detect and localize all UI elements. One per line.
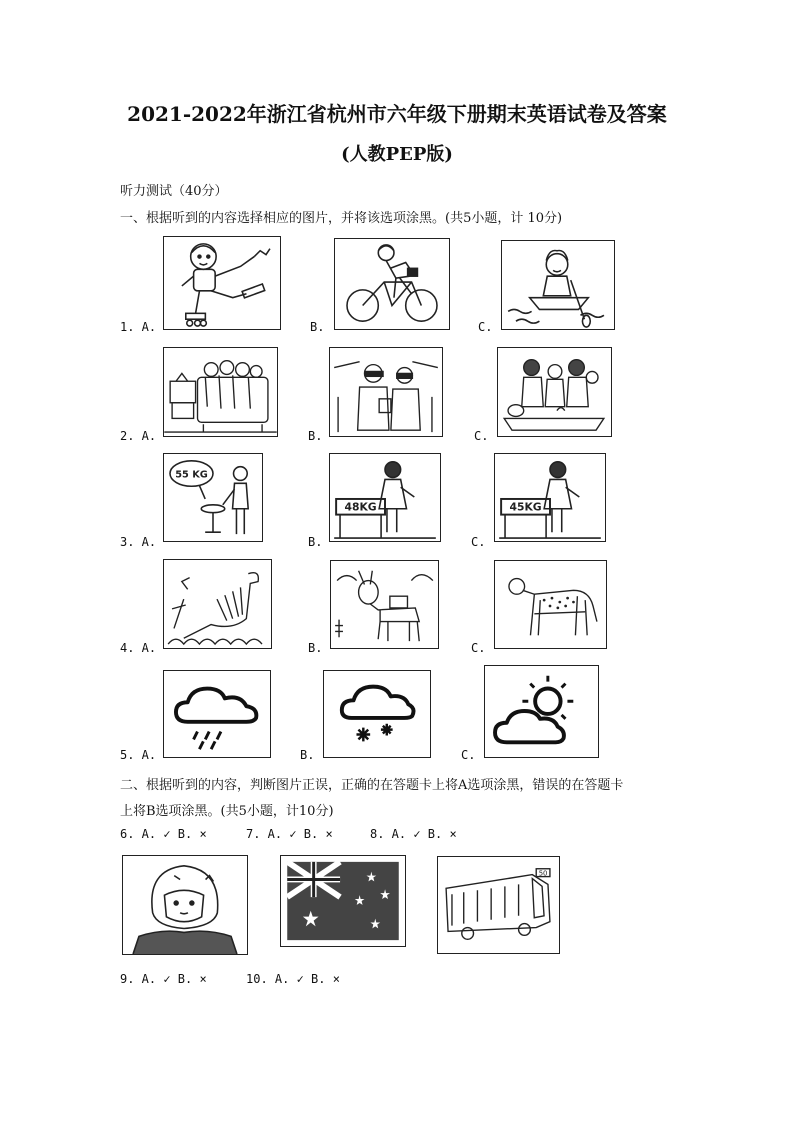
option-2c-label: C. [474, 429, 489, 443]
picture-3a-scale [163, 453, 263, 542]
sign-45kg: 45KG [509, 500, 542, 514]
option-2b-label: B. [308, 429, 323, 443]
section-heading: 听力测试（40分） [120, 184, 228, 199]
question-4-label: 4. A. [120, 641, 157, 655]
picture-3b-girl-48kg [329, 453, 441, 542]
judge-9: 9. A. ✓ B. × [120, 972, 207, 986]
option-1c-label: C. [478, 320, 493, 334]
option-3b-label: B. [308, 535, 323, 549]
judge-6: 6. A. ✓ B. × [120, 827, 207, 841]
picture-5b-snowy [323, 670, 431, 758]
picture-8-bus [437, 856, 560, 954]
picture-6-astronaut [122, 855, 248, 955]
picture-2c-picnic [497, 347, 612, 437]
bus-number: 50 [538, 869, 548, 878]
scale-reading: 55 KG [175, 469, 208, 481]
picture-3c-girl-45kg [494, 453, 606, 542]
picture-1a-rollerskating [163, 236, 281, 330]
question-5-label: 5. A. [120, 748, 157, 762]
picture-4b-donkey [330, 560, 439, 649]
option-5b-label: B. [300, 748, 315, 762]
option-5c-label: C. [461, 748, 476, 762]
picture-4c-cheetah [494, 560, 607, 649]
sign-48kg: 48KG [344, 500, 377, 514]
judge-8: 8. A. ✓ B. × [370, 827, 457, 841]
judge-10: 10. A. ✓ B. × [246, 972, 340, 986]
question-3-label: 3. A. [120, 535, 157, 549]
judge-7: 7. A. ✓ B. × [246, 827, 333, 841]
picture-2b-cinema [329, 347, 443, 437]
part2-instructions-line1: 二、根据听到的内容，判断图片正误，正确的在答题卡上将A选项涂黑，错误的在答题卡 [120, 778, 624, 793]
question-2-label: 2. A. [120, 429, 157, 443]
option-1b-label: B. [310, 320, 325, 334]
option-3c-label: C. [471, 535, 486, 549]
picture-1b-cycling [334, 238, 450, 330]
part1-instructions: 一、根据听到的内容选择相应的图片，并将该选项涂黑。(共5小题，计 10分) [120, 211, 563, 226]
picture-7-australia-flag [280, 855, 406, 947]
document-subtitle: (人教PEP版) [341, 144, 453, 165]
option-4b-label: B. [308, 641, 323, 655]
picture-1c-boating [501, 240, 615, 330]
part2-instructions-line2: 上将B选项涂黑。(共5小题，计10分) [120, 804, 334, 819]
picture-5c-partly-cloudy [484, 665, 599, 758]
picture-4a-dinosaur [163, 559, 272, 649]
option-4c-label: C. [471, 641, 486, 655]
question-1-label: 1. A. [120, 320, 157, 334]
picture-5a-rainy [163, 670, 271, 758]
picture-2a-watching-tv [163, 347, 278, 437]
document-title: 2021-2022年浙江省杭州市六年级下册期末英语试卷及答案 [127, 102, 667, 126]
